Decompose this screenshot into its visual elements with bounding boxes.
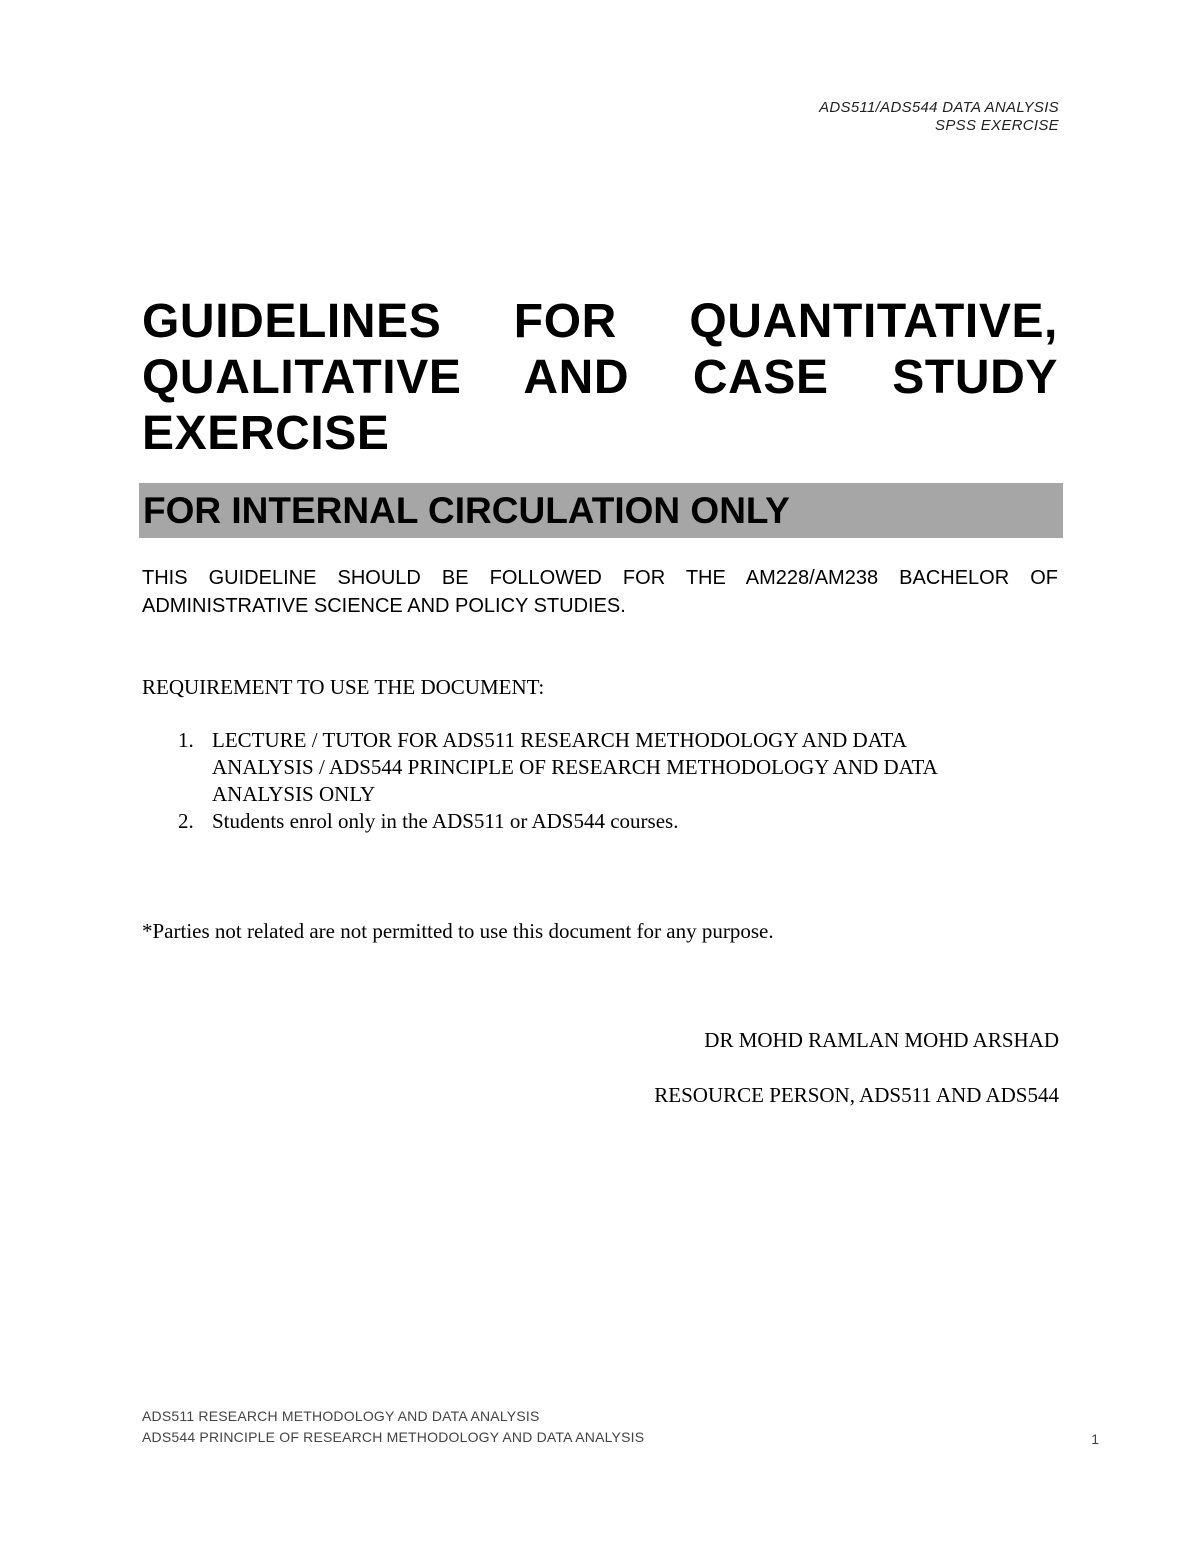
list-item-number: 1.	[178, 728, 194, 752]
page-header	[819, 99, 1059, 135]
list-item-line: ANALYSIS ONLY	[212, 782, 376, 806]
list-item-number: 2.	[178, 809, 194, 833]
footer-line-2: ADS544 PRINCIPLE OF RESEARCH METHODOLOGY AND DATA ANALYSIS	[142, 1429, 645, 1445]
usage-restriction-note: *Parties not related are not permitted to use this document for any purpose.	[142, 919, 774, 943]
list-item	[142, 808, 1058, 835]
page-number: 1	[1091, 1431, 1099, 1447]
list-item	[142, 727, 1058, 808]
intro-line-2: ADMINISTRATIVE SCIENCE AND POLICY STUDIES.	[142, 595, 626, 617]
title-line-1: GUIDELINES FOR QUANTITATIVE,	[142, 295, 1058, 348]
signatory-name: DR MOHD RAMLAN MOHD ARSHAD	[704, 1028, 1059, 1052]
footer-line-1: ADS511 RESEARCH METHODOLOGY AND DATA ANALYSIS	[142, 1408, 540, 1424]
document-title	[142, 294, 1058, 462]
list-item-line: Students enrol only in the ADS511 or ADS544 courses.	[212, 809, 679, 833]
intro-line-1: THIS GUIDELINE SHOULD BE FOLLOWED FOR THE AM228/AM238 BACHELOR OF	[142, 567, 1058, 589]
header-course-title: ADS511/ADS544 DATA ANALYSIS	[819, 99, 1059, 116]
title-line-3: EXERCISE	[142, 407, 390, 460]
title-line-2: QUALITATIVE AND CASE STUDY	[142, 351, 1058, 404]
requirements-heading: REQUIREMENT TO USE THE DOCUMENT:	[142, 675, 545, 699]
page-footer	[142, 1406, 644, 1448]
signatory-role: RESOURCE PERSON, ADS511 AND ADS544	[654, 1083, 1059, 1107]
internal-circulation-banner: FOR INTERNAL CIRCULATION ONLY	[139, 483, 1063, 538]
intro-paragraph	[142, 564, 1058, 620]
requirements-list	[142, 727, 1058, 835]
list-item-line: LECTURE / TUTOR FOR ADS511 RESEARCH METHODOLOGY AND DATA	[212, 728, 907, 752]
header-exercise-title: SPSS EXERCISE	[935, 117, 1059, 134]
list-item-line: ANALYSIS / ADS544 PRINCIPLE OF RESEARCH METHODOLOGY AND DATA	[212, 755, 938, 779]
